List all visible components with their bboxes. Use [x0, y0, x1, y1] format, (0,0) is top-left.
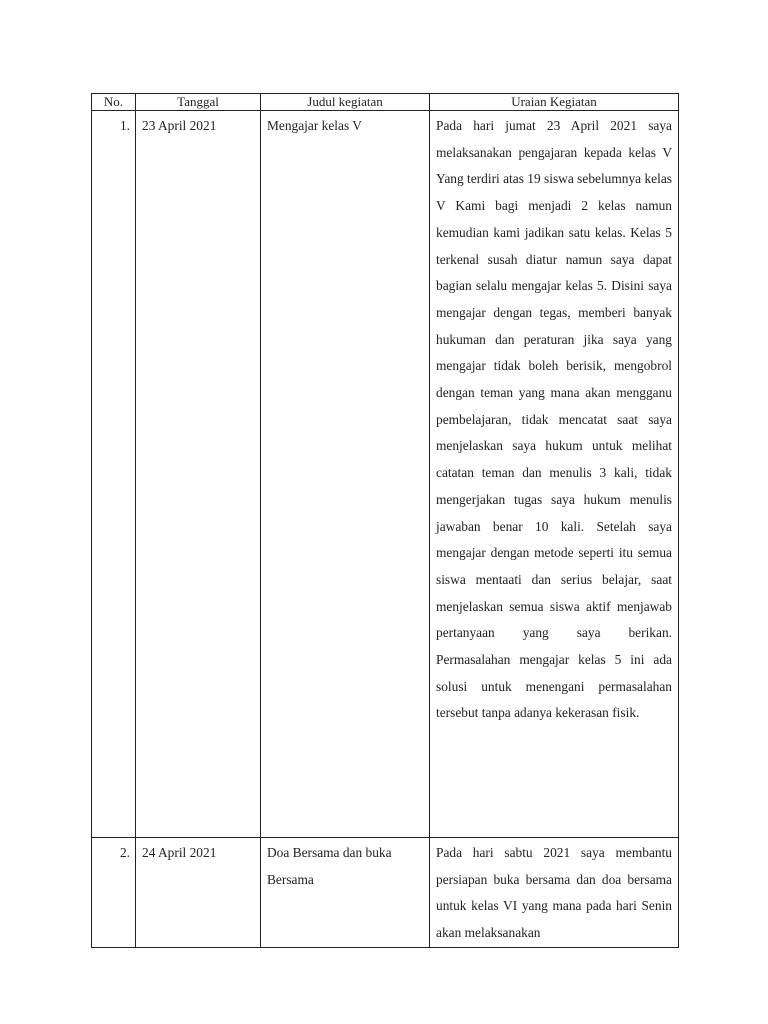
cell-description — [430, 111, 679, 838]
cell-title — [261, 838, 430, 948]
activity-title: Doa Bersama dan buka Bersama — [267, 845, 392, 887]
cell-date — [136, 838, 261, 948]
table-header-row — [92, 94, 679, 111]
cell-date — [136, 111, 261, 838]
table-row — [92, 838, 679, 948]
activity-log-table — [91, 93, 679, 948]
header-description: Uraian Kegiatan — [430, 94, 679, 111]
header-title: Judul kegiatan — [261, 94, 430, 111]
header-no: No. — [92, 94, 136, 111]
table-row — [92, 111, 679, 838]
cell-no — [92, 111, 136, 838]
activity-date: 23 April 2021 — [142, 118, 217, 133]
activity-description: Pada hari jumat 23 April 2021 saya melaksanakan pengajaran kepada kelas V Yang terdiri atas 19 siswa sebelumnya kelas V Kami bagi menjadi 2 kelas namun kemudian kami jadikan satu kelas. Kelas 5 terkenal susah diatur namun saya dapat bagian selalu mengajar kelas 5. Disini saya mengajar dengan tegas, memberi banyak hukuman dan peraturan jika saya yang mengajar tidak boleh berisik, mengobrol dengan teman yang mana akan mengganu pembelajaran, tidak mencatat saat saya menjelaskan saya hukum untuk melihat catatan teman dan menulis 3 kali, tidak mengerjakan tugas saya hukum menulis jawaban benar 10 kali. Setelah saya mengajar dengan metode seperti itu semua siswa mentaati dan serius belajar, saat menjelaskan semua siswa aktif menjawab pertanyaan yang saya berikan. Permasalahan mengajar kelas 5 ini ada solusi untuk menengani permasalahan tersebut tanpa adanya kekerasan fisik. — [436, 118, 672, 721]
activity-title: Mengajar kelas V — [267, 118, 362, 133]
row-number: 1. — [119, 118, 130, 133]
cell-title — [261, 111, 430, 838]
header-date: Tanggal — [136, 94, 261, 111]
row-number: 2. — [119, 845, 130, 860]
cell-description — [430, 838, 679, 948]
activity-date: 24 April 2021 — [142, 845, 217, 860]
activity-description: Pada hari sabtu 2021 saya membantu persiapan buka bersama dan doa bersama untuk kelas VI yang mana pada hari Senin akan melaksanakan — [436, 845, 672, 941]
cell-no — [92, 838, 136, 948]
